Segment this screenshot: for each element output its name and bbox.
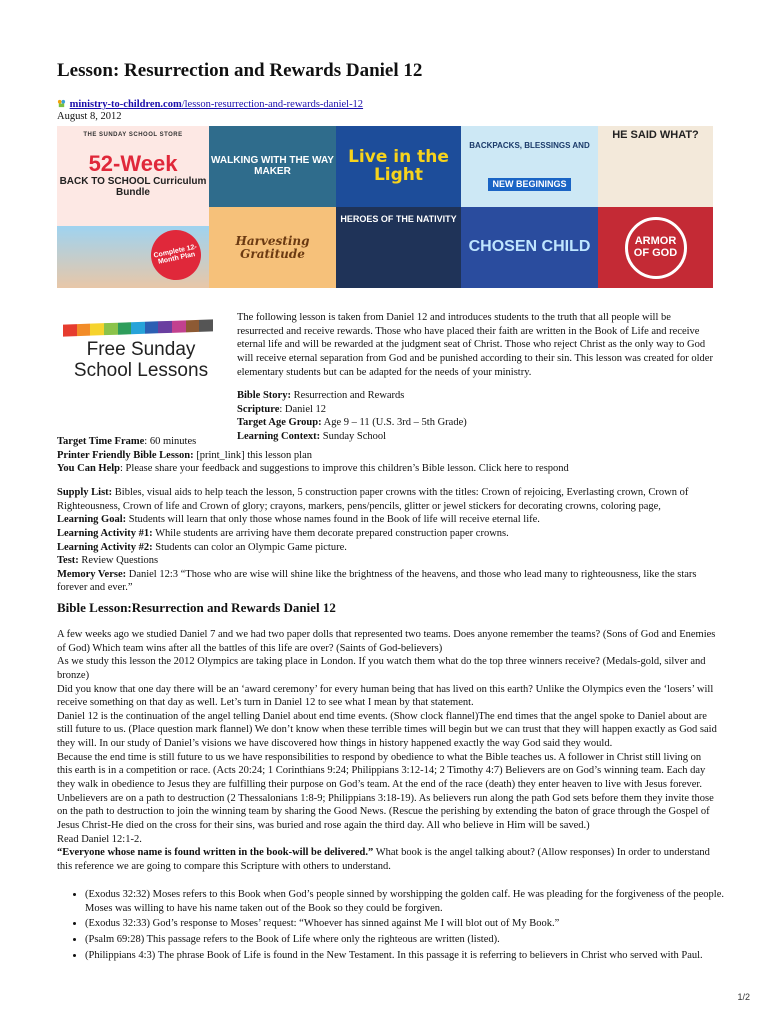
meta-label: Bible Story: bbox=[237, 390, 291, 402]
supply-label: Memory Verse: bbox=[57, 568, 127, 580]
banner-tile-backpacks[interactable] bbox=[461, 126, 598, 207]
supply-label: Learning Goal: bbox=[57, 514, 127, 526]
backpacks-title: BACKPACKS, BLESSINGS AND bbox=[469, 140, 590, 150]
meta-value: : 60 minutes bbox=[144, 436, 197, 447]
banner-tile-live-light[interactable]: Live in the Light bbox=[336, 126, 461, 207]
free-lessons-logo bbox=[61, 322, 221, 402]
meta-value: : Daniel 12 bbox=[279, 403, 327, 415]
supply-label: Learning Activity #1: bbox=[57, 527, 153, 539]
meta-row bbox=[237, 389, 717, 403]
supply-value: Bibles, visual aids to help teach the lesson, 5 construction paper crowns with the titles: Crown of rejoicing, Everlasting crown, Crown of Righteousness, Crown of life and Crown of glory; crayons, markers, pens/pencils, glitter or jewel stickers for decorating crowns, coloring page, bbox=[57, 487, 689, 512]
lesson-paragraph: Because the end time is still future to us we have responsibilities to respond by obedience to what the Bible teaches us. A follower in Christ still living on this earth is in a competition or race. (Acts 20:24; 1 Corinthians 9:24; Philippians 3:12-14; 2 Timothy 4:7) Believers are on God’s winning team. Each day they walk in obedience to Jesus they are fulfilling their purpose on God’s team. At the end of the race (death) they enter heaven to live with Jesus forever. bbox=[57, 751, 706, 791]
quote-followup: What book is the angel talking about? (Allow responses) In order to understand this reference we are going to compare this Scripture with others to understand. bbox=[57, 847, 710, 872]
lesson-meta bbox=[57, 435, 717, 476]
meta-label: Scripture bbox=[237, 403, 280, 415]
curriculum-banner[interactable] bbox=[57, 126, 713, 288]
scripture-list bbox=[57, 888, 745, 964]
banner-tile-nativity[interactable]: HEROES OF THE NATIVITY bbox=[336, 207, 461, 288]
lesson-paragraph: Daniel 12 is the continuation of the angel telling Daniel about end time events. (Show clock flannel)The end times that the angel spoke to Daniel about are still future to us. (Place question mark flannel) We don’t know when these terrible times will begin but we can trust that they will happen exactly as God said they will. In our study of Daniel’s visions we have discovered how things in history happened exactly the way God said they would. bbox=[57, 710, 717, 750]
supply-value: Students can color an Olympic Game picture. bbox=[152, 541, 347, 553]
supply-row bbox=[57, 541, 717, 555]
site-logo-icon bbox=[57, 99, 66, 108]
list-item: • (Philippians 4:3) The phrase Book of Life is found in the New Testament. In this passage it is referring to believers in Christ who served with Paul. bbox=[85, 949, 745, 963]
post-date: August 8, 2012 bbox=[57, 111, 122, 122]
list-item: • (Exodus 32:33) God’s response to Moses’ request: “Whoever has sinned against Me I will blot out of My Book.” bbox=[85, 917, 745, 931]
meta-row bbox=[57, 435, 717, 449]
intro-section bbox=[237, 311, 717, 444]
store-name: THE SUNDAY SCHOOL STORE bbox=[83, 132, 183, 138]
new-beginnings-title: NEW BEGININGS bbox=[488, 178, 570, 191]
bold-quote: “Everyone whose name is found written in the book-will be delivered.” bbox=[57, 847, 374, 859]
source-line bbox=[57, 99, 363, 110]
meta-row bbox=[57, 462, 717, 476]
meta-label: Target Time Frame bbox=[57, 436, 145, 447]
bundle-title: BACK TO SCHOOL Curriculum Bundle bbox=[59, 176, 207, 198]
banner-tile-armor[interactable] bbox=[598, 207, 713, 288]
supply-label: Supply List: bbox=[57, 487, 113, 498]
colored-pencils-image bbox=[63, 319, 213, 336]
supply-row bbox=[57, 568, 717, 595]
intro-paragraph: The following lesson is taken from Daniel 12 and introduces students to the truth that all people will be resurrected and receive rewards. Those who have placed their faith are written in the Book of Life and receive eternal life and will be rewarded at the judgment seat of Christ. Those who reject Christ as the only way to God will receive eternal separation from God and be punished according to their sin. This lesson was created for older elementary students but can be adapted for the needs of your ministry. bbox=[237, 312, 713, 378]
supply-row bbox=[57, 527, 717, 541]
page-number: 1/2 bbox=[737, 992, 750, 1002]
source-link[interactable] bbox=[70, 99, 363, 110]
supply-row bbox=[57, 554, 717, 568]
meta-value: Age 9 – 11 (U.S. 3rd – 5th Grade) bbox=[321, 417, 467, 429]
banner-tile-chosen[interactable]: CHOSEN CHILD bbox=[461, 207, 598, 288]
source-path: /lesson-resurrection-and-rewards-daniel-12 bbox=[181, 99, 364, 110]
plan-badge: Complete 12-Month Plan bbox=[146, 225, 205, 284]
meta-value: Resurrection and Rewards bbox=[290, 390, 405, 402]
bundle-weeks: 52-Week bbox=[88, 151, 178, 177]
logo-text: Free Sunday School Lessons bbox=[73, 339, 209, 381]
supply-label: Test: bbox=[57, 555, 79, 567]
meta-value: Sunday School bbox=[320, 431, 387, 443]
meta-row bbox=[237, 416, 717, 430]
armor-emblem: ARMOR OF GOD bbox=[625, 217, 687, 279]
meta-label: Printer Friendly Bible Lesson: bbox=[57, 449, 194, 461]
lesson-paragraph: Unbelievers are on a path to destruction (2 Thessalonians 1:8-9; Philippians 3:18-19). As believers run along the path God sets before them they invite those on the path to destruction to join the winning team by sharing the Good News. (Rescue the perishing by extending the baton of grace through the Gospel of Jesus Christ-He died on the cross for their sins, was buried and rose again the third day. All who believe in Him will be saved.) bbox=[57, 792, 714, 831]
list-item: • (Exodus 32:32) Moses refers to this Book when God’s people sinned by worshipping the golden calf. He was pleading for the forgiveness of the people. Moses was willing to have his name taken out of the Book so they could be forgiven. bbox=[85, 888, 745, 915]
meta-label: You Can Help bbox=[57, 463, 121, 475]
lesson-paragraph: As we study this lesson the 2012 Olympics are taking place in London. If you watch them what do the top three winners receive? (Medals-gold, silver and bronze) bbox=[57, 656, 706, 681]
lesson-paragraph: A few weeks ago we studied Daniel 7 and we had two paper dolls that represented two teams. Does anyone remember the teams? (Sons of God and Enemies of God) Which team wins after all the battles of this life are over? (Saints of God-believers) bbox=[57, 629, 716, 654]
meta-row bbox=[57, 449, 717, 463]
source-domain: ministry-to-children.com bbox=[69, 99, 182, 110]
lesson-paragraph: Did you know that one day there will be an ‘award ceremony’ for every human being that has lived on this earth? Unlike the Olympics even the ‘losers’ will receive something on that day as well. Let’s turn in Daniel 12 to see what I mean by that statement. bbox=[57, 683, 714, 709]
supply-value: Daniel 12:3 “Those who are wise will shine like the brightness of the heavens, and those who lead many to righteousness, like the stars forever and ever.” bbox=[57, 568, 697, 594]
meta-value: [print_link] this lesson plan bbox=[193, 449, 313, 461]
lesson-body bbox=[57, 628, 717, 874]
banner-tile-harvest[interactable]: Harvesting Gratitude bbox=[209, 207, 336, 288]
meta-label: Target Age Group: bbox=[237, 417, 322, 429]
supply-value: While students are arriving have them decorate prepared construction paper crowns. bbox=[152, 527, 509, 539]
supply-row bbox=[57, 513, 717, 527]
list-item: • (Psalm 69:28) This passage refers to the Book of Life where only the righteous are written (listed). bbox=[85, 933, 745, 947]
supply-section bbox=[57, 486, 717, 595]
quote-paragraph bbox=[57, 846, 717, 873]
supply-value: Review Questions bbox=[78, 555, 159, 567]
meta-row bbox=[237, 403, 717, 417]
meta-label: Learning Context: bbox=[237, 431, 321, 443]
banner-tile-way-maker[interactable]: WALKING WITH THE WAY MAKER bbox=[209, 126, 336, 207]
respond-text[interactable]: : Please share your feedback and suggestions to improve this children’s Bible lesson. Click here to respond bbox=[120, 463, 569, 475]
supply-label: Learning Activity #2: bbox=[57, 541, 153, 553]
banner-tile-he-said[interactable]: HE SAID WHAT? bbox=[598, 126, 713, 207]
supply-value: Students will learn that only those whose names found in the Book of life will receive eternal life. bbox=[126, 514, 540, 526]
supply-row bbox=[57, 486, 717, 513]
banner-tile-bundle[interactable] bbox=[57, 126, 209, 288]
lesson-paragraph: Read Daniel 12:1-2. bbox=[57, 833, 142, 845]
lesson-heading: Bible Lesson:Resurrection and Rewards Daniel 12 bbox=[57, 600, 336, 615]
page-title: Lesson: Resurrection and Rewards Daniel 12 bbox=[57, 60, 423, 81]
